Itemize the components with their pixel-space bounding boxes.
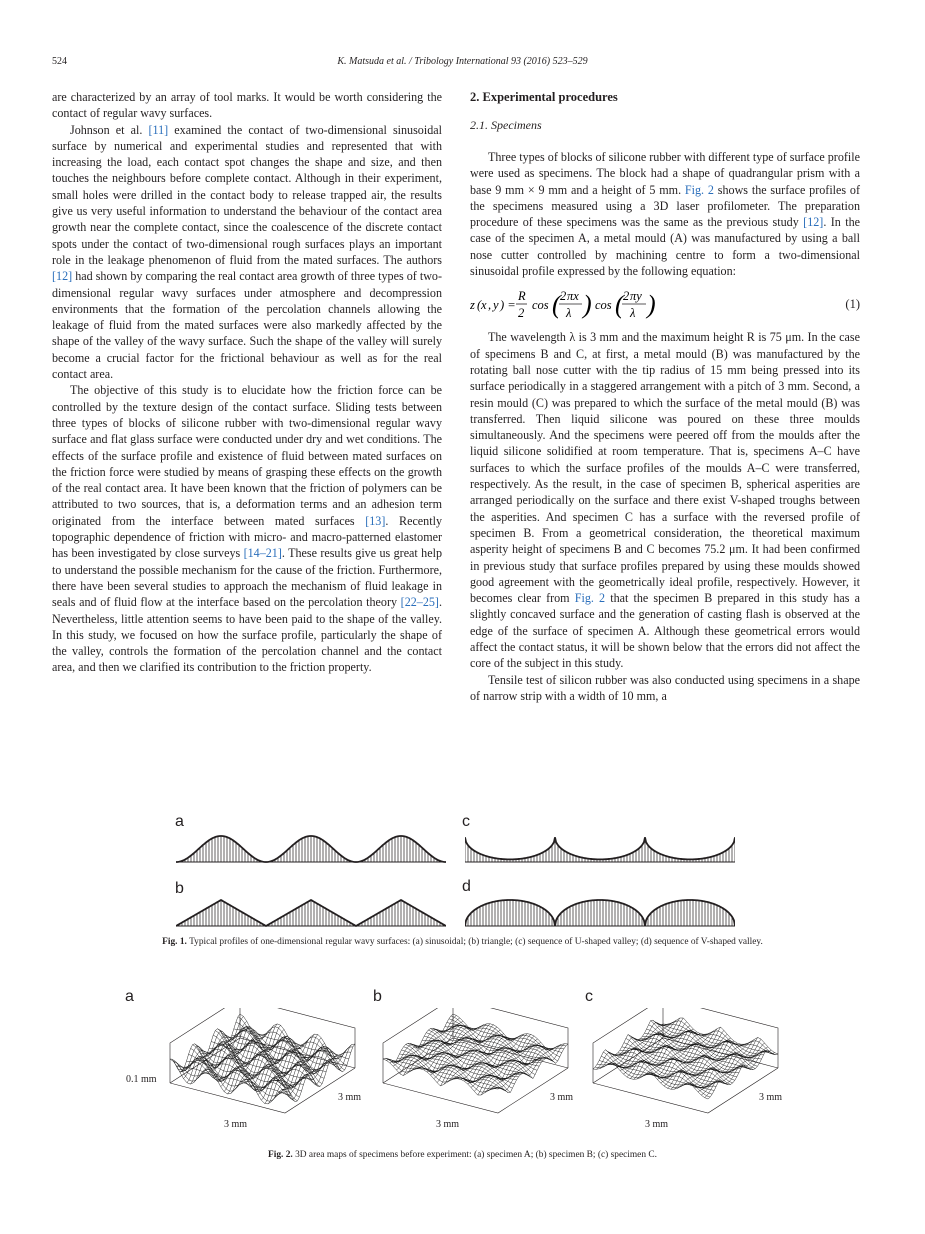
left-paragraph-2: Johnson et al. [11] examined the contact of two-dimensional sinusoidal surface by numerical and experimental studies and represented that with increasing the load, each contact spot changes the shape and size, and then touches the neighbours before complete contact. Although in their experiment, small holes were drilled in the contact body to release trapped air, the results give us very useful information to understand the behaviour of the contact area growth near the complete contact, since the coalescence of the discrete contact spots under the contact of two-dimensional rough surfaces plays an important role in the leakage phenomenon of fluid from the mated surfaces. The authors [12] had shown by comparing the real contact area growth of three types of two-dimensional regular wavy surfaces under atmosphere and decompression environments that the formation of the percolation channels allowing the leakage of fluid from the mated surfaces were also markedly affected by the shape of the valley of the wavy surface. Such the shape of the valley will surely become a crucial factor for the frictional behaviour as well as for the real contact area. bbox=[52, 122, 442, 382]
profile-sinusoidal bbox=[176, 828, 446, 864]
citation-link[interactable]: [13] bbox=[365, 513, 386, 528]
equation-number: (1) bbox=[845, 297, 860, 312]
figure-1-label-d: d bbox=[462, 878, 471, 895]
right-column bbox=[470, 89, 860, 704]
equation-1 bbox=[470, 285, 860, 323]
figure-1 bbox=[170, 810, 750, 930]
svg-text:): ) bbox=[583, 290, 592, 320]
figure-2-label-a: a bbox=[125, 988, 134, 1005]
svg-text:2: 2 bbox=[623, 289, 630, 304]
equation-graphic bbox=[470, 285, 670, 323]
svg-text:2: 2 bbox=[560, 289, 567, 304]
svg-text:,: , bbox=[488, 298, 492, 313]
x-axis-label-a: 3 mm bbox=[224, 1119, 248, 1130]
profile-triangle bbox=[176, 892, 446, 928]
citation-link[interactable]: [12] bbox=[803, 215, 824, 230]
y-axis-label-b: 3 mm bbox=[550, 1092, 574, 1103]
x-axis-label-c: 3 mm bbox=[645, 1119, 669, 1130]
y-axis-label-c: 3 mm bbox=[759, 1092, 783, 1103]
citation-link[interactable]: [22–25] bbox=[400, 595, 439, 610]
left-paragraph-3: The objective of this study is to elucidate how the friction force can be controlled by the texture design of the contact surface. Sliding tests between three types of blocks of silicone rubber with two-dimensional regular wavy surface and flat glass surface were conducted under dry and wet conditions. The effects of the surface profile and existence of fluid between mated surfaces on the friction force were studied by means of grasping these effects on the growth of the real contact area. It have been known that the friction of polymers can be attributed to two sources, that is, a deformation terms and an adhesion term originated from the interface between mated surfaces [13]. Recently topographic dependence of friction with micro- and macro-patterned elastomer has been investigated by close surveys [14–21]. These results give us great help to understand the possible mechanism for the cause of the friction. Furthermore, there have been several studies to approach the mechanism of fluid leakage in seals and of fluid flow at the interface based on the percolation theory [22–25]. Nevertheless, little attention seems to have been paid to the shape of the valley. In this study, we focused on how the surface profile, particularly the shape of the valley, controls the formation of the percolation channel and the contact area, and then we clarified its contribution to the friction property. bbox=[52, 383, 442, 675]
svg-text:y: y bbox=[493, 298, 499, 313]
section-title: 2. Experimental procedures bbox=[470, 90, 618, 104]
running-head: K. Matsuda et al. / Tribology International 93 (2016) 523–529 bbox=[337, 56, 588, 67]
svg-text:cos: cos bbox=[532, 298, 549, 313]
profile-v-shaped-valley bbox=[465, 892, 735, 928]
svg-text:x: x bbox=[481, 298, 487, 313]
svg-text:(: ( bbox=[552, 290, 561, 320]
subsection-title: 2.1. Specimens bbox=[470, 118, 542, 132]
right-paragraph-1: Three types of blocks of silicone rubber with different type of surface profile were used as specimens. The block had a shape of quadrangular prism with a base 9 mm × 9 mm and a height of 5 mm. Fig. 2 shows the surface profiles of the specimens measured using a 3D laser profilometer. The preparation procedure of these specimens was the same as the previous study [12]. In the case of the specimen A, a metal mould (A) was manufactured by using a ball nose cutter controlled by machining centre to form a two-dimensional sinusoidal profile expressed by the following equation: bbox=[470, 150, 861, 279]
figure-link[interactable]: Fig. 2 bbox=[684, 182, 714, 197]
svg-text:(: ( bbox=[477, 298, 482, 313]
profile-u-shaped-valley bbox=[465, 828, 735, 864]
right-paragraph-3: Tensile test of silicon rubber was also conducted using specimens in a shape of narrow strip with a width of 10 mm, a bbox=[470, 672, 860, 703]
svg-text:λ: λ bbox=[630, 306, 636, 321]
figure-2-caption: Fig. 2. 3D area maps of specimens before experiment: (a) specimen A; (b) specimen B; (c) specimen C. bbox=[268, 1150, 657, 1160]
svg-text:λ: λ bbox=[566, 306, 572, 321]
citation-link[interactable]: [14–21] bbox=[243, 546, 282, 561]
citation-link[interactable]: [12] bbox=[52, 269, 73, 284]
x-axis-label-b: 3 mm bbox=[436, 1119, 460, 1130]
svg-text:z: z bbox=[470, 298, 475, 313]
figure-2-label-b: b bbox=[373, 988, 382, 1005]
left-paragraph-1: are characterized by an array of tool marks. It would be worth considering the contact of regular wavy surfaces. bbox=[52, 90, 442, 121]
y-axis-label-a: 3 mm bbox=[338, 1092, 362, 1103]
area-map-specimen-b bbox=[373, 1008, 583, 1128]
svg-text:): ) bbox=[647, 290, 656, 320]
citation-link[interactable]: [11] bbox=[148, 122, 169, 137]
area-map-specimen-a bbox=[160, 1008, 370, 1128]
figure-1-label-b: b bbox=[175, 880, 184, 897]
page-number: 524 bbox=[52, 56, 67, 67]
figure-2-label-c: c bbox=[585, 988, 593, 1005]
area-map-specimen-c bbox=[583, 1008, 793, 1128]
running-header bbox=[52, 56, 873, 70]
svg-text:πx: πx bbox=[567, 289, 579, 304]
z-axis-label: 0.1 mm bbox=[126, 1074, 157, 1085]
figure-2 bbox=[120, 988, 800, 1138]
svg-text:) =: ) = bbox=[500, 298, 516, 313]
svg-text:(: ( bbox=[615, 290, 624, 320]
figure-link[interactable]: Fig. 2 bbox=[574, 591, 606, 606]
right-paragraph-2: The wavelength λ is 3 mm and the maximum height R is 75 μm. In the case of specimens B and C, at first, a metal mould (B) was manufactured by the rotating ball nose cutter with the tip radius of 15 mm being pressed into its surface periodically in a staggered arrangement with a pitch of 3 mm. Second, a resin mould (C) was prepared to which the surface of the metal mould (B) was transferred. Then liquid silicone was poured on these three moulds simultaneously. And the specimens were peered off from the moulds after the liquid silicone solidified at room temperature. That is, specimens A–C have surfaces to which the surface profiles of the moulds A–C were transferred, respectively. As the result, in the case of specimen B, spherical asperities are arranged periodically on the surface and there exist V-shaped troughs between the asperities. And specimen C has a surface with the reversed profile of specimen B. From a geometrical consideration, the theoretical maximum asperity height of specimens B and C becomes 75.2 μm. It had been confirmed in previous study that surface profiles prepared by using these moulds showed good agreement with the geometrically ideal profile, respectively. However, it becomes clear from Fig. 2 that the specimen B prepared in this study has a slightly concaved surface and the generation of casting flash is observed at the edge of the surface of specimen A. Although these geometrical errors would affect the contact status, it will be shown below that the errors did not affect the core of the subject in this study. bbox=[470, 330, 860, 671]
figure-1-caption: Fig. 1. Typical profiles of one-dimensional regular wavy surfaces: (a) sinusoidal; (b) triangle; (c) sequence of U-shaped valley; (d) sequence of V-shaped valley. bbox=[162, 937, 763, 947]
svg-text:cos: cos bbox=[595, 298, 612, 313]
svg-text:2: 2 bbox=[518, 306, 525, 321]
figure-1-label-c: c bbox=[462, 813, 470, 830]
svg-text:πy: πy bbox=[630, 289, 642, 304]
svg-text:R: R bbox=[518, 289, 526, 304]
left-column bbox=[52, 89, 442, 676]
figure-1-label-a: a bbox=[175, 813, 184, 830]
